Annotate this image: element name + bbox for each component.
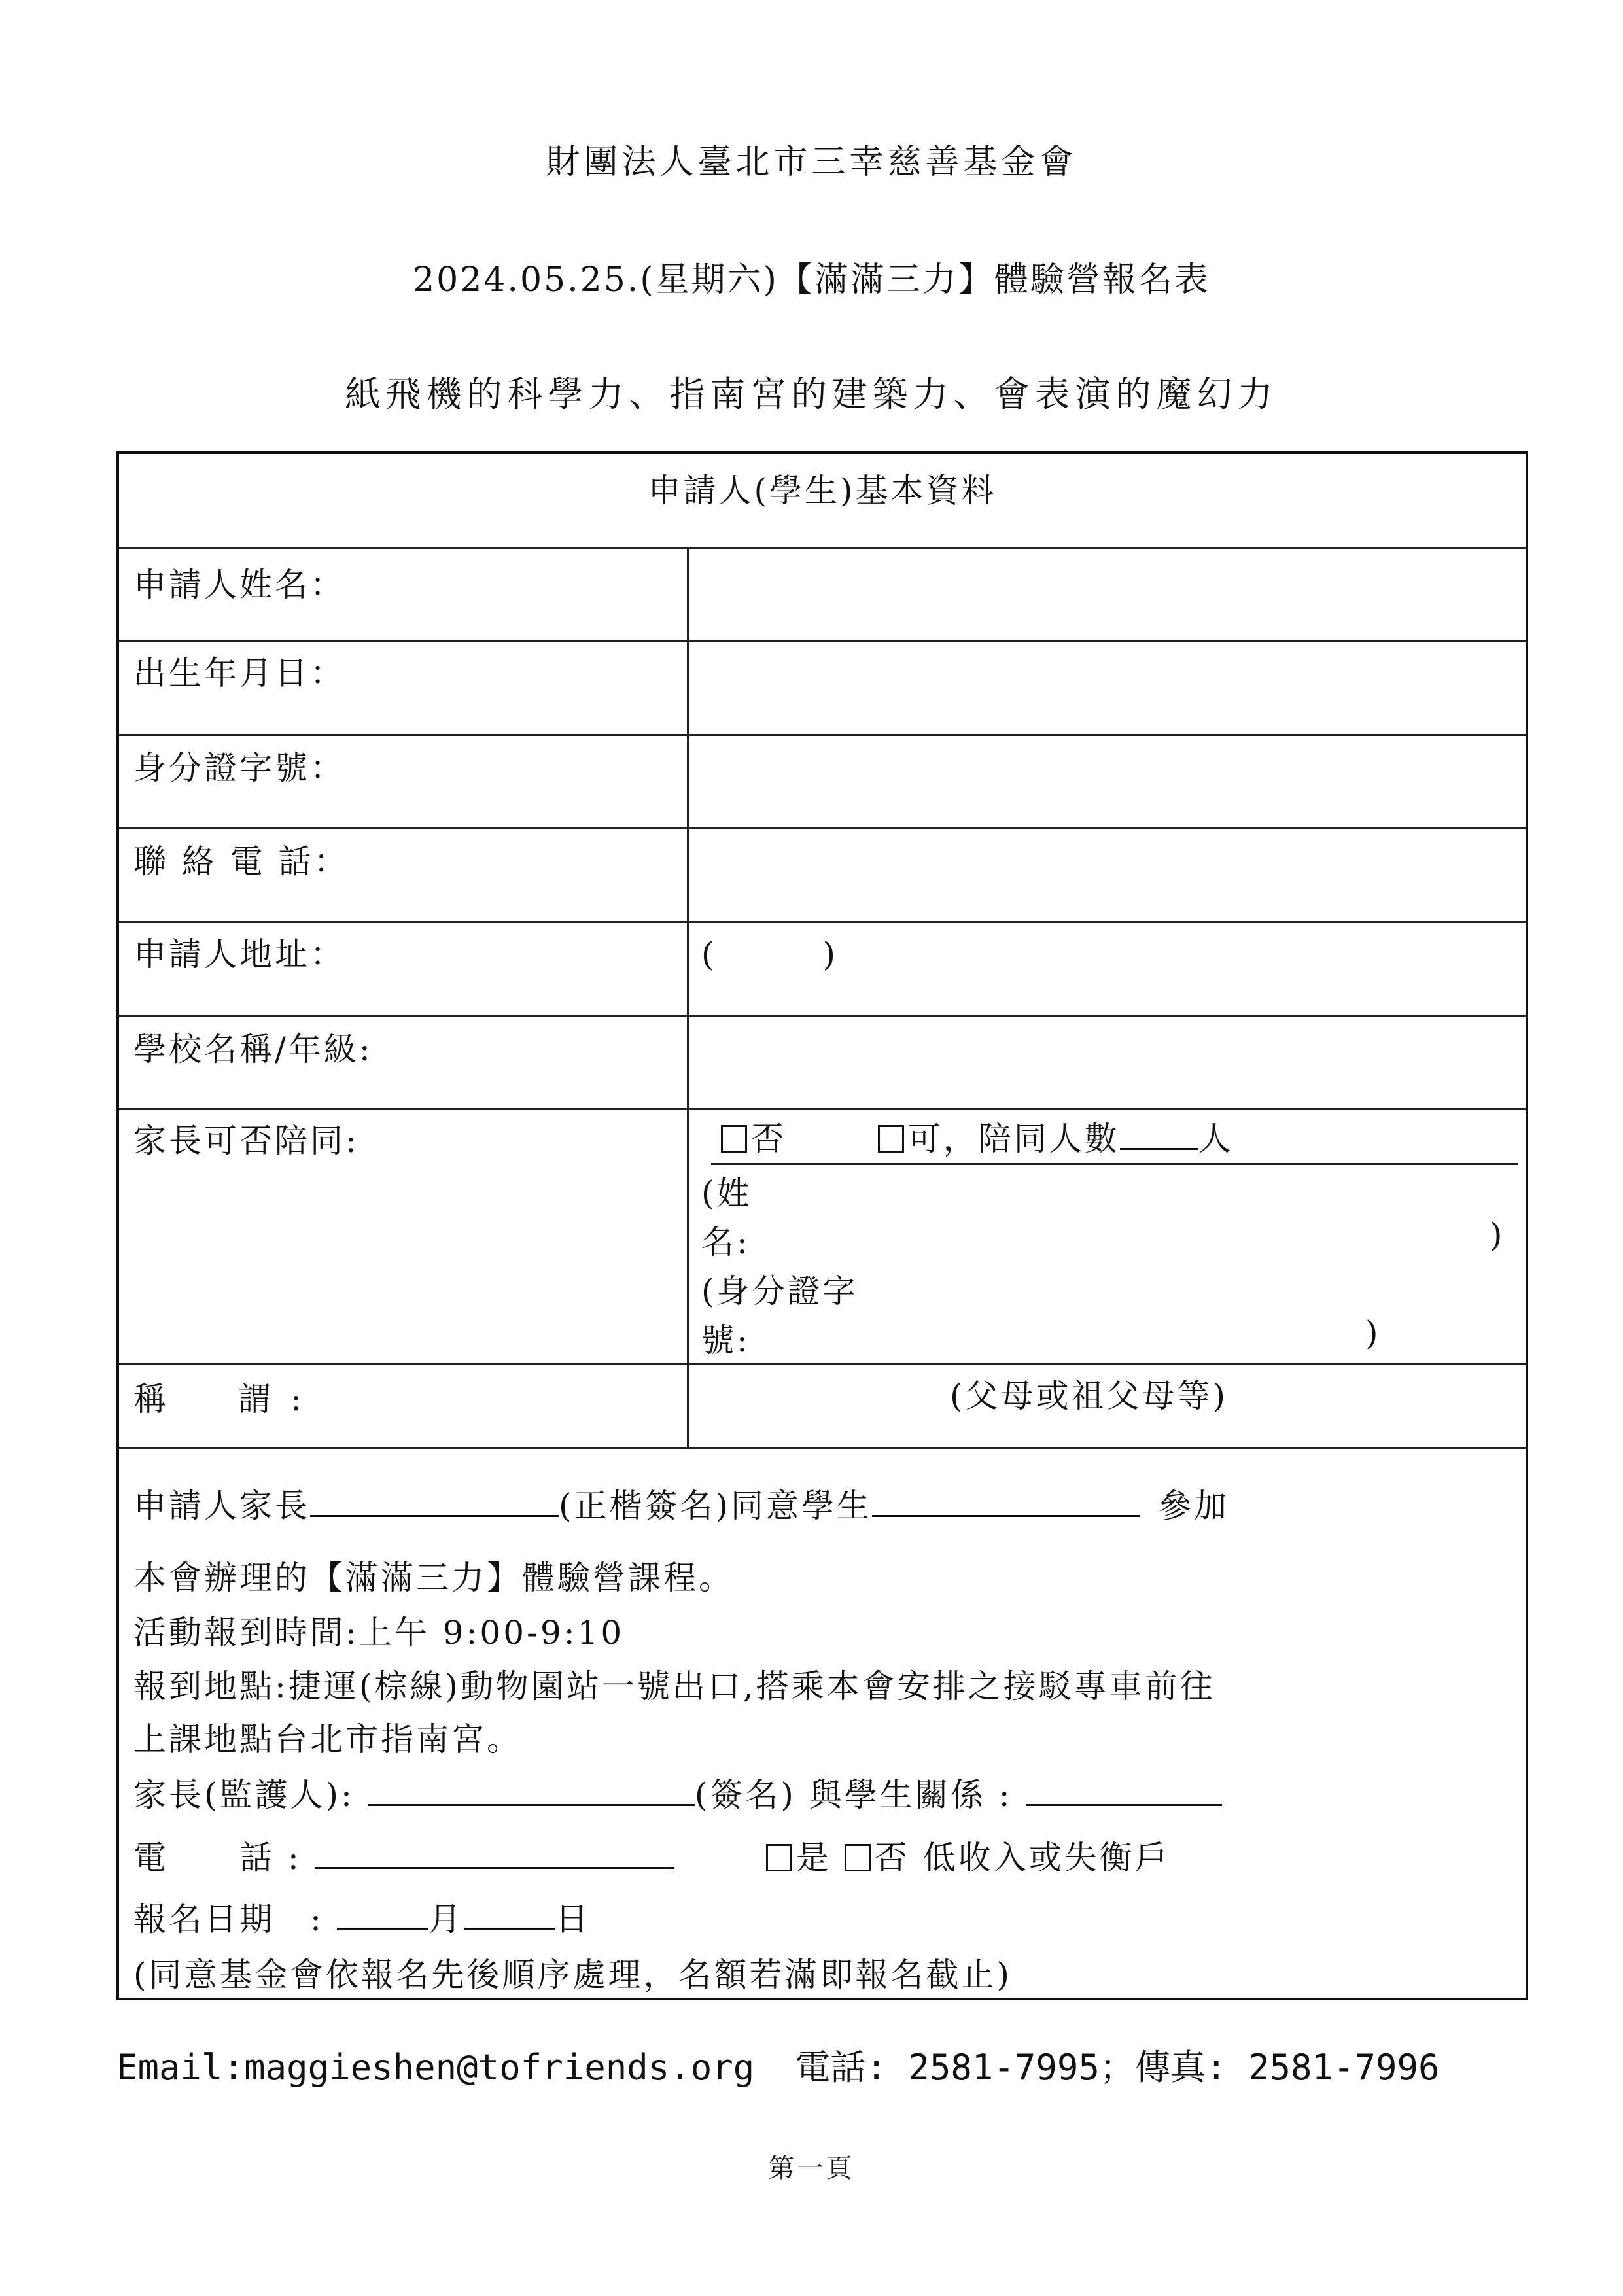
low-income-text: 低收入或失衡戶: [922, 1839, 1170, 1877]
consent-line-1: [133, 1480, 1229, 1527]
companion-name-close: ): [1490, 1216, 1505, 1254]
name-label: 申請人姓名：: [133, 566, 345, 604]
low-income-no-label: 否: [874, 1839, 910, 1877]
participate-text: 參加: [1159, 1487, 1230, 1525]
relation-label: 稱 謂:: [133, 1380, 321, 1418]
event-title: 2024.05.25.(星期六)【滿滿三力】體驗營報名表: [413, 260, 1210, 300]
row-divider: [119, 1447, 1526, 1449]
accompany-unit: 人: [1198, 1120, 1234, 1158]
applicant-form-table: [116, 451, 1528, 2000]
page-number: 第一頁: [768, 2153, 855, 2183]
row-divider: [119, 734, 1526, 736]
birthday-label: 出生年月日：: [133, 654, 345, 692]
student-name-blank[interactable]: [872, 1486, 1140, 1517]
low-income-yes-label: 是: [795, 1839, 831, 1877]
date-label: 報名日期 :: [133, 1900, 324, 1938]
consent-line-2: 本會辦理的【滿滿三力】體驗營課程。: [133, 1559, 734, 1597]
contact-phone-fax: 電話: 2581-7995；傳真: 2581-7996: [795, 2047, 1440, 2088]
relationship-label: 與學生關係 :: [809, 1776, 1013, 1814]
guardian-line: [133, 1769, 1222, 1816]
relationship-blank[interactable]: [1026, 1775, 1222, 1806]
address-input[interactable]: ( ): [701, 935, 839, 973]
event-subtitle: 紙飛機的科學力、指南宮的建築力、會表演的魔幻力: [345, 374, 1278, 415]
accompany-yes-checkbox[interactable]: [878, 1125, 904, 1153]
guardian-sign-text: (簽名): [694, 1776, 796, 1814]
id-number-input[interactable]: [689, 737, 1523, 826]
phone-label: 聯 絡 電 話：: [133, 843, 349, 880]
phone-input[interactable]: [689, 830, 1523, 919]
day-text: 日: [555, 1900, 591, 1938]
low-income-yes-checkbox[interactable]: [766, 1844, 792, 1871]
month-blank[interactable]: [337, 1900, 428, 1930]
class-location: 上課地點台北市指南宮。: [133, 1720, 522, 1758]
guardian-label: 家長(監護人):: [133, 1776, 355, 1814]
guardian-signature-blank[interactable]: [368, 1775, 695, 1806]
companion-name-label: 名:: [701, 1223, 750, 1261]
low-income-no-checkbox[interactable]: [845, 1844, 871, 1871]
parent-accompany-label: 家長可否陪同:: [133, 1122, 359, 1160]
accompany-no-checkbox[interactable]: [721, 1125, 747, 1153]
school-input[interactable]: [689, 1017, 1523, 1106]
checkin-location: 報到地點:捷運(棕線)動物園站一號出口,搭乘本會安排之接駁專車前往: [133, 1667, 1215, 1705]
consent-text: (正楷簽名)同意學生: [559, 1487, 873, 1525]
section-title: 申請人(學生)基本資料: [648, 472, 997, 510]
consent-phone-label: 電 話 :: [133, 1839, 302, 1877]
month-text: 月: [428, 1900, 464, 1938]
companion-id-label: 號:: [701, 1321, 750, 1359]
parent-signature-blank[interactable]: [310, 1486, 559, 1517]
relation-hint: (父母或祖父母等): [950, 1377, 1229, 1415]
contact-footer: [116, 2040, 1440, 2090]
companion-id-close: ): [1365, 1314, 1381, 1352]
phone-line: [133, 1832, 1170, 1879]
checkin-time: 活動報到時間:上午 9:00-9:10: [133, 1614, 625, 1652]
address-label: 申請人地址：: [133, 935, 345, 973]
companion-id-open: (身分證字: [701, 1272, 858, 1310]
deadline-note: (同意基金會依報名先後順序處理，名額若滿即報名截止): [133, 1956, 1013, 1994]
birthday-input[interactable]: [689, 643, 1523, 732]
row-divider: [119, 1015, 1526, 1017]
accompany-options: [721, 1113, 1234, 1160]
accompany-divider: [711, 1163, 1518, 1165]
column-divider: [687, 547, 689, 1447]
org-title: 財團法人臺北市三幸慈善基金會: [546, 143, 1077, 182]
name-input[interactable]: [689, 549, 1523, 638]
row-divider: [119, 827, 1526, 829]
contact-email: Email:maggieshen@tofriends.org: [116, 2047, 755, 2088]
parent-label: 申請人家長: [133, 1487, 310, 1525]
consent-phone-blank[interactable]: [315, 1838, 674, 1869]
accompany-count-blank[interactable]: [1120, 1119, 1198, 1150]
date-line: [133, 1893, 591, 1940]
row-divider: [119, 640, 1526, 642]
school-label: 學校名稱/年級:: [133, 1030, 373, 1068]
day-blank[interactable]: [464, 1900, 555, 1930]
row-divider: [119, 1363, 1526, 1365]
row-divider: [119, 921, 1526, 923]
row-divider: [119, 1108, 1526, 1110]
accompany-yes-label: 可，陪同人數: [907, 1120, 1120, 1158]
id-number-label: 身分證字號：: [133, 749, 345, 787]
accompany-no-label: 否: [751, 1120, 786, 1158]
companion-name-open: (姓: [701, 1174, 752, 1212]
row-divider: [119, 547, 1526, 549]
